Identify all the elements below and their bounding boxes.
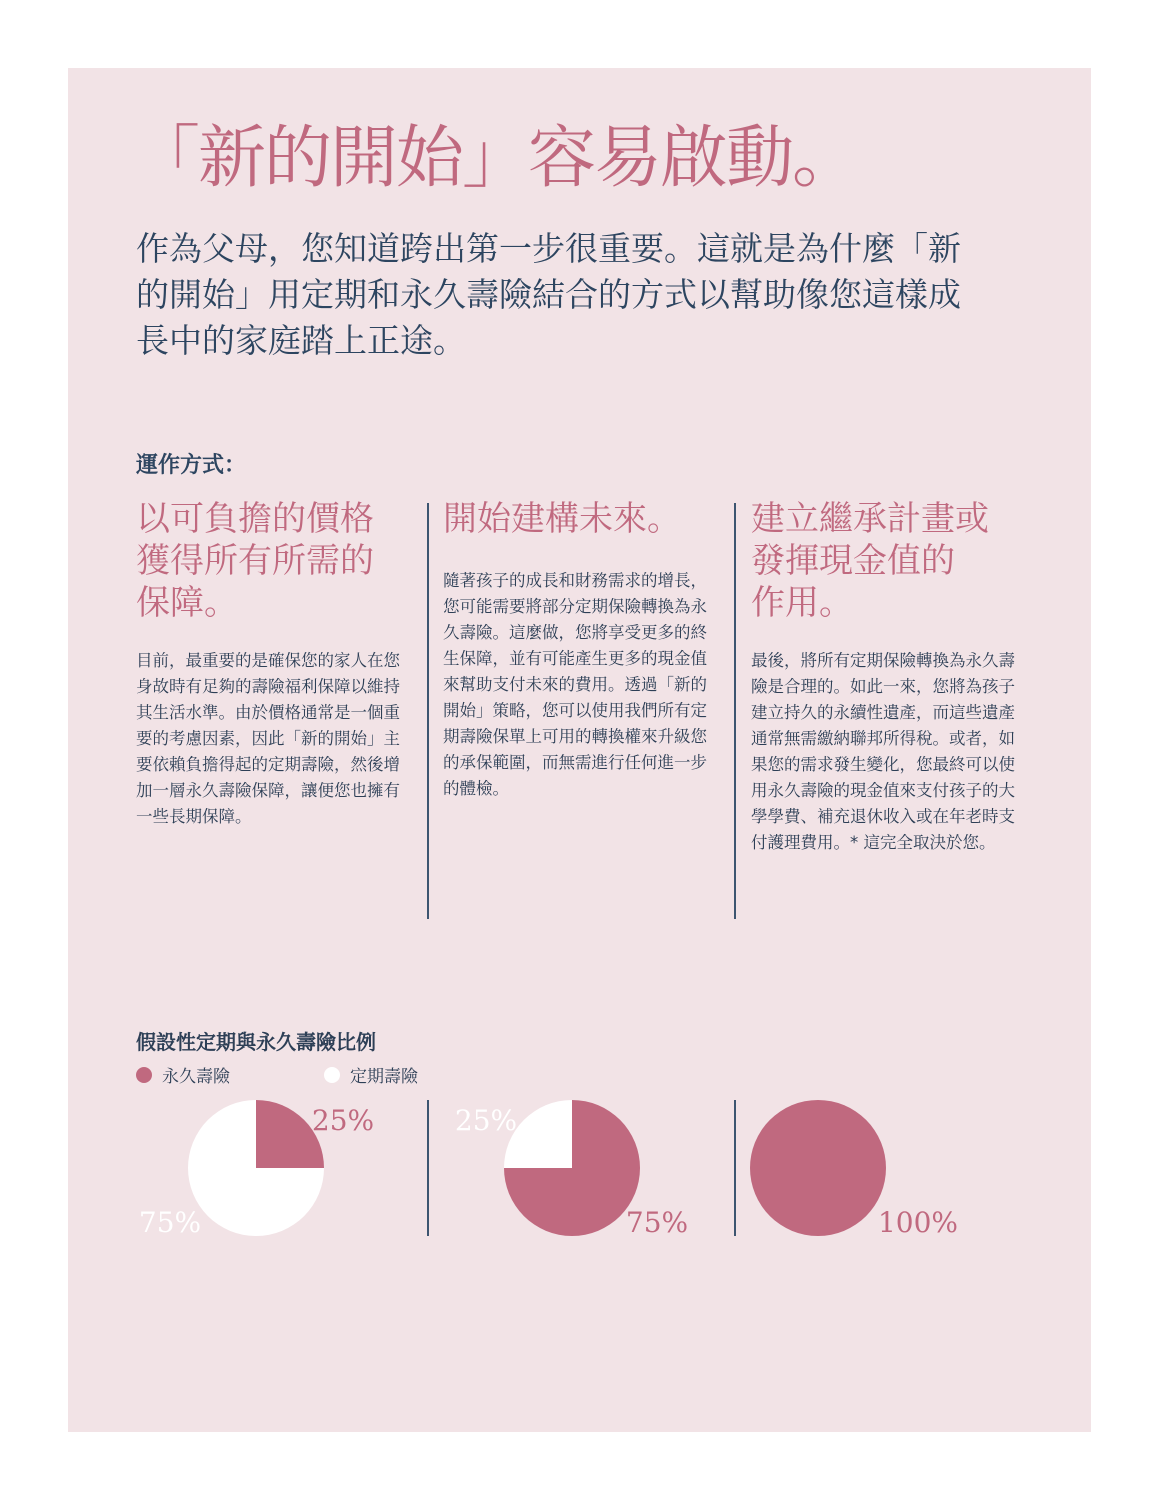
legend-label-term: 定期壽險 [350, 1067, 418, 1087]
page-title: 「新的開始」容易啟動。 [132, 119, 859, 198]
column-1-heading-line: 獲得所有所需的 [136, 541, 374, 581]
column-3-body: 最後，將所有定期保險轉換為永久壽險是合理的。如此一來，您將為孩子建立持久的永續性遺產，而這些遺產通常無需繳納聯邦所得稅。或者，如果您的需求發生變化，您最終可以使用永久壽險的現金值來支付孩子的大學學費、補充退休收入或在年老時支付護理費用。* 這完全取決於您。 [751, 651, 1015, 852]
chart-title: 假設性定期與永久壽險比例 [136, 1030, 376, 1054]
pie-slice-label: 25% [454, 1104, 518, 1137]
column-1-body: 目前，最重要的是確保您的家人在您身故時有足夠的壽險福利保障以維持其生活水準。由於價格通常是一個重要的考慮因素，因此「新的開始」主要依賴負擔得起的定期壽險，然後增加一層永久壽險保障，讓便您也擁有一些長期保障。 [136, 651, 400, 826]
pie-slice-label: 25% [311, 1104, 375, 1137]
pie-slice-label: 100% [877, 1206, 959, 1239]
column-1-heading-line: 保障。 [136, 583, 238, 623]
column-2-body: 隨著孩子的成長和財務需求的增長，您可能需要將部分定期保險轉換為永久壽險。這麼做，您將享受更多的終生保障，並有可能產生更多的現金值來幫助支付未來的費用。透過「新的開始」策略，您可以使用我們所有定期壽險保單上可用的轉換權來升級您的承保範圍，而無需進行任何進一步的體檢。 [443, 571, 707, 798]
column-3-heading-line: 發揮現金值的 [751, 541, 955, 581]
column-2-heading-line: 開始建構未來。 [443, 499, 681, 539]
how-it-works-heading: 運作方式： [136, 452, 247, 478]
pie-slice-label: 75% [625, 1206, 689, 1239]
column-3-heading-line: 建立繼承計畫或 [751, 499, 989, 539]
legend-label-permanent: 永久壽險 [162, 1067, 230, 1087]
column-1-heading-line: 以可負擔的價格 [136, 499, 374, 539]
pie-slice [750, 1100, 886, 1236]
pie-slice-label: 75% [138, 1206, 202, 1239]
column-3-heading-line: 作用。 [751, 583, 853, 623]
intro-paragraph: 作為父母，您知道跨出第一步很重要。這就是為什麼「新的開始」用定期和永久壽險結合的方式以幫助像您這樣成長中的家庭踏上正途。 [136, 229, 961, 360]
